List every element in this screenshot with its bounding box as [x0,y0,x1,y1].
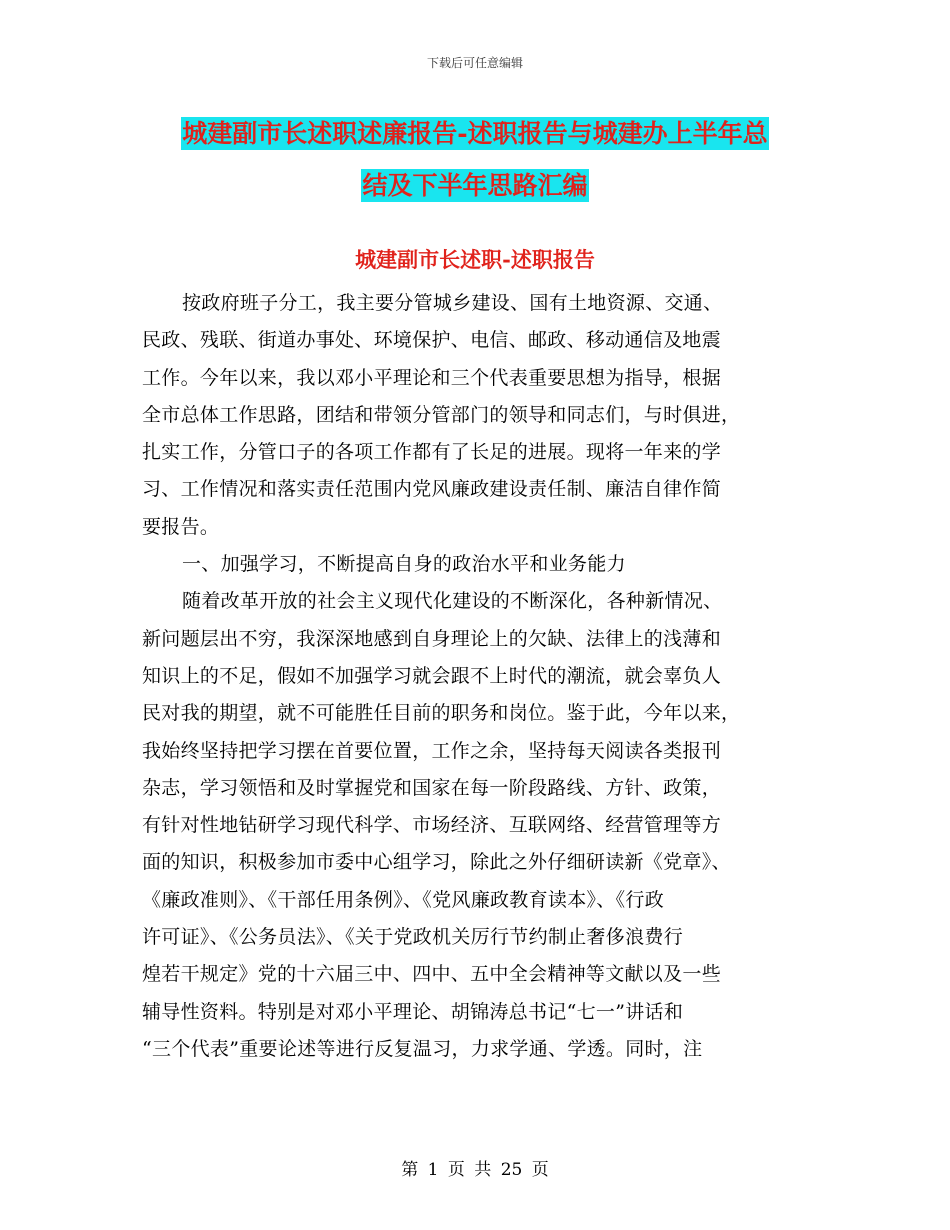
body-line: 习、工作情况和落实责任范围内党风廉政建设责任制、廉洁自律作简 [142,478,722,501]
document-title [0,108,950,212]
document-title-line-1: 城建副市长述职述廉报告-述职报告与城建办上半年总 [182,119,768,148]
body-line: 民对我的期望，就不可能胜任目前的职务和岗位。鉴于此，今年以来， [142,702,741,725]
body-line: 我始终坚持把学习摆在首要位置，工作之余，坚持每天阅读各类报刊 [142,739,722,762]
header-note: 下载后可任意编辑 [426,56,523,70]
body-line: 按政府班子分工，我主要分管城乡建设、国有土地资源、交通、 [182,292,723,314]
body-line: 《廉政准则》、《干部任用条例》、《党风廉政教育读本》、《行政 [142,888,665,911]
body-line: 要报告。 [142,515,220,538]
body-line: 随着改革开放的社会主义现代化建设的不断深化，各种新情况、 [182,590,723,613]
body-line: 新问题层出不穷，我深深地感到自身理论上的欠缺、法律上的浅薄和 [142,627,722,650]
body-line: 全市总体工作思路，团结和带领分管部门的领导和同志们，与时俱进， [142,403,741,426]
section-heading: 一、加强学习，不断提高自身的政治水平和业务能力 [182,553,626,576]
body-line: 煌若干规定》党的十六届三中、四中、五中全会精神等文献以及一些 [142,963,722,986]
report-body [142,285,810,1068]
body-line: 知识上的不足，假如不加强学习就会跟不上时代的潮流，就会辜负人 [142,664,722,687]
body-line: 工作。今年以来，我以邓小平理论和三个代表重要思想为指导，根据 [142,366,722,389]
body-line: “三个代表”重要论述等进行反复温习，力求学通、学透。同时，注 [142,1037,703,1060]
body-line: 辅导性资料。特别是对邓小平理论、胡锦涛总书记“七一”讲话和 [142,1000,684,1023]
body-line: 扎实工作，分管口子的各项工作都有了长足的进展。现将一年来的学 [142,441,722,464]
document-title-line-2: 结及下半年思路汇编 [362,171,588,200]
body-line: 许可证》、《公务员法》、《关于党政机关厉行节约制止奢侈浪费行 [142,926,684,949]
body-line: 有针对性地钻研学习现代科学、市场经济、互联网络、经营管理等方 [142,814,722,837]
body-line: 面的知识，积极参加市委中心组学习，除此之外仔细研读新《党章》、 [142,851,731,874]
section-title: 城建副市长述职-述职报告 [355,247,595,272]
page-footer: 第 1 页 共 25 页 [401,1160,549,1180]
body-line: 杂志，学习领悟和及时掌握党和国家在每一阶段路线、方针、政策， [142,776,722,799]
body-line: 民政、残联、街道办事处、环境保护、电信、邮政、移动通信及地震 [142,329,722,352]
